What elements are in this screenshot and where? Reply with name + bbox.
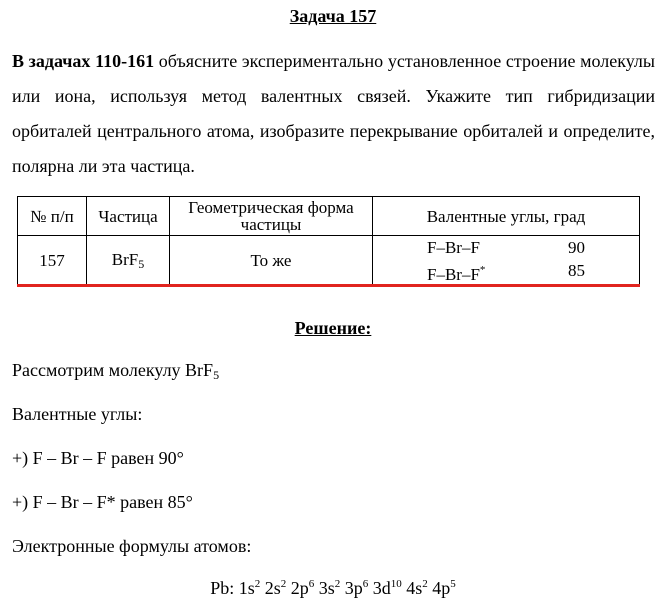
header-geometry: Геометрическая форма частицы [170,197,373,236]
config-prefix: Pb: [210,578,239,598]
task-intro [12,44,655,184]
config-term-base: 4s [401,578,423,598]
angle-2-label-wrap [427,259,485,286]
cell-angles [373,236,640,287]
angle-row-2 [427,259,585,286]
particle-sub: 5 [138,257,145,271]
red-underline [17,284,640,287]
config-term-base: 3d [368,578,391,598]
angle-row-1 [427,236,585,259]
table-row [18,236,640,287]
config-terms [239,578,456,598]
config-term-base: 1s [238,578,255,598]
header-angles: Валентные углы, град [373,197,640,236]
cell-num: 157 [18,236,87,287]
angle-2-label: F–Br–F [427,265,480,284]
angle-2-value: 85 [568,261,585,280]
consider-prefix: Рассмотрим молекулу BrF [12,360,214,380]
task-intro-text: объясните экспериментально установленное строение молекулы или иона, используя метод валентных связей. Укажите тип гибридизации орбиталей центрального атома, изобразите перекрывание орбиталей и определите, полярна ли эта частица. [12,51,656,176]
angle-1-label: F–Br–F [427,238,480,257]
header-num: № п/п [18,197,87,236]
angle-line-2: +) F – Br – F* равен 85° [12,492,193,512]
particle-base: BrF [111,250,139,269]
config-term-base: 2s [260,578,281,598]
task-table [17,196,640,287]
consider-molecule [12,360,219,383]
cell-particle [87,236,170,287]
config-term-sup: 6 [308,578,315,590]
consider-sub: 5 [213,368,220,382]
config-term-base: 2p [286,578,309,598]
electron-formulas-label: Электронные формулы атомов: [12,536,252,556]
angle-line-1: +) F – Br – F равен 90° [12,448,184,468]
solution-title: Решение: [294,318,372,338]
config-term-sup: 2 [280,578,287,590]
config-term-base: 3p [340,578,363,598]
task-intro-bold: В задачах 110-161 [12,51,155,71]
angle-1-value: 90 [568,238,585,257]
header-particle: Частица [87,197,170,236]
cell-geometry: То же [170,236,373,287]
config-term-sup: 2 [254,578,261,590]
config-term-base: 4p [427,578,451,598]
config-term-sup: 5 [450,578,456,590]
config-term-sup: 6 [362,578,369,590]
config-term-sup: 10 [390,578,402,590]
angles-block [427,236,585,286]
table-header-row [18,197,640,236]
config-term-sup: 2 [334,578,341,590]
config-term-base: 3s [314,578,335,598]
valence-angles-label: Валентные углы: [12,404,143,424]
electron-config [0,578,666,599]
task-title: Задача 157 [289,6,377,26]
angle-2-star: * [479,264,486,276]
config-term-sup: 2 [422,578,428,590]
